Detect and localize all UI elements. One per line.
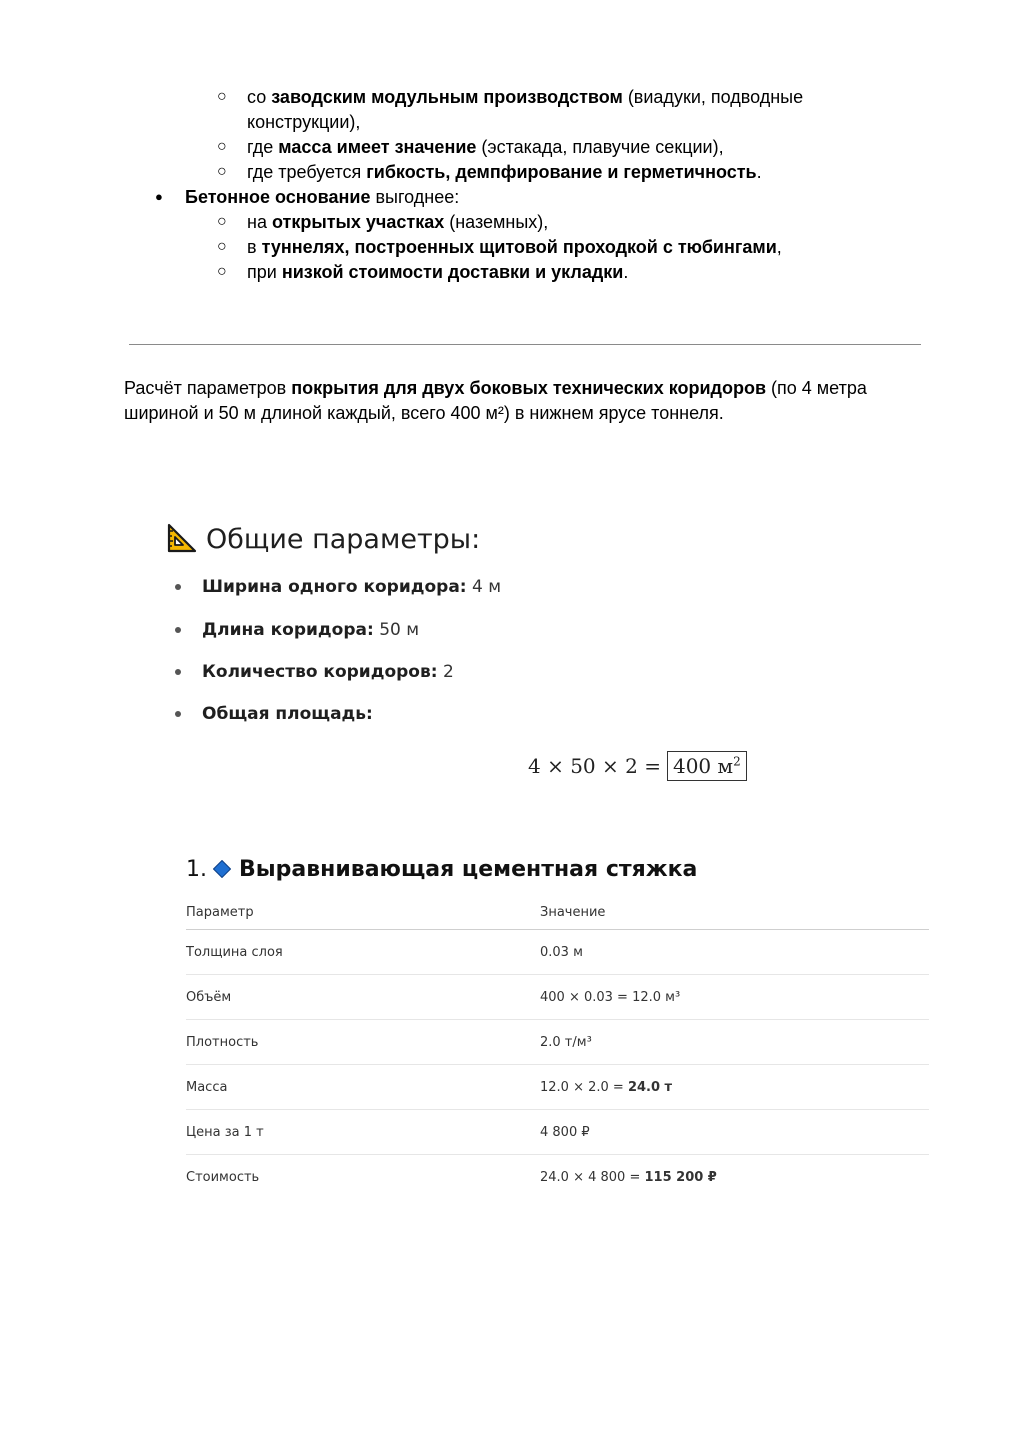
cell-param: Объём <box>186 975 540 1020</box>
table-header-row <box>186 895 929 930</box>
bullet-dot <box>175 584 181 590</box>
cell-value: 400 × 0.03 = 12.0 м³ <box>540 975 929 1020</box>
bullet-dot <box>175 711 181 717</box>
circle-bullet: ○ <box>217 88 227 105</box>
header-param: Параметр <box>186 895 540 930</box>
list-item: при низкой стоимости доставки и укладки. <box>247 262 629 282</box>
cell-value: 4 800 ₽ <box>540 1110 929 1155</box>
cell-param: Стоимость <box>186 1169 260 1185</box>
area-formula <box>528 748 747 784</box>
param-item: Длина коридора: 50 м <box>202 620 420 640</box>
circle-bullet: ○ <box>217 163 227 180</box>
screed-table <box>186 895 929 1199</box>
triangular-ruler-icon <box>166 522 198 554</box>
blue-diamond-icon <box>213 860 231 878</box>
cell-param: Толщина слоя <box>186 930 540 975</box>
param-item: Ширина одного коридора: 4 м <box>202 577 502 597</box>
dot-bullet: ● <box>155 189 163 204</box>
param-item: Общая площадь: <box>202 704 373 724</box>
cell-value: 2.0 т/м³ <box>540 1020 929 1065</box>
table-row <box>186 1065 929 1110</box>
table-row <box>186 1110 929 1155</box>
section-heading: 1. Выравнивающая цементная стяжка <box>186 857 698 882</box>
circle-bullet: ○ <box>217 213 227 230</box>
table-row <box>186 930 929 975</box>
param-item: Количество коридоров: 2 <box>202 662 454 682</box>
bullet-dot <box>175 627 181 633</box>
intro-line-1: Расчёт параметров покрытия для двух боковых технических коридоров (по 4 метра <box>124 378 867 398</box>
table-row <box>186 975 929 1020</box>
list-item: в туннелях, построенных щитовой проходкой с тюбингами, <box>247 237 782 257</box>
list-item-continuation: конструкции), <box>247 112 361 132</box>
circle-bullet: ○ <box>217 238 227 255</box>
cell-param: Плотность <box>186 1020 540 1065</box>
circle-bullet: ○ <box>217 263 227 280</box>
circle-bullet: ○ <box>217 138 227 155</box>
formula-expression: 4 × 50 × 2 = <box>528 754 661 778</box>
list-item: где требуется гибкость, демпфирование и герметичность. <box>247 162 762 182</box>
params-heading: Общие параметры: <box>166 520 480 560</box>
table-row <box>186 1155 929 1200</box>
cell-value: 24.0 × 4 800 = 115 200 ₽ <box>540 1169 717 1185</box>
header-value: Значение <box>540 895 929 930</box>
list-item: со заводским модульным производством (виадуки, подводные <box>247 87 804 107</box>
intro-line-2: шириной и 50 м длиной каждый, всего 400 м²) в нижнем ярусе тоннеля. <box>124 403 724 423</box>
list-item: на открытых участках (наземных), <box>247 212 549 232</box>
cell-param: Масса <box>186 1065 540 1110</box>
bullet-dot <box>175 669 181 675</box>
cell-param: Цена за 1 т <box>186 1110 540 1155</box>
cell-value: 12.0 × 2.0 = 24.0 т <box>540 1065 929 1110</box>
formula-result-box: 400 $м^2$ <box>667 751 747 781</box>
list-item: где масса имеет значение (эстакада, плавучие секции), <box>247 137 724 157</box>
cell-value: 0.03 м <box>540 930 929 975</box>
horizontal-divider <box>129 344 921 345</box>
list-item: Бетонное основание выгоднее: <box>185 187 460 207</box>
table-row <box>186 1020 929 1065</box>
